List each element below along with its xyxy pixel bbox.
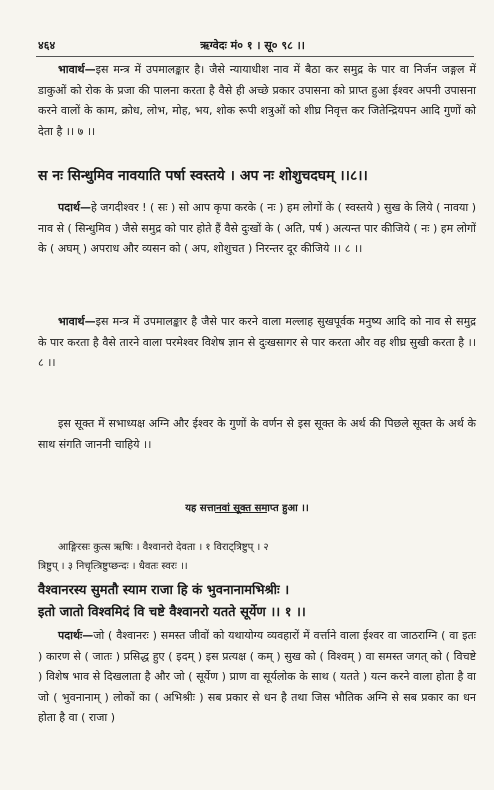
page-header: [38, 36, 474, 54]
padartha-lead: पदार्थ—: [58, 201, 91, 214]
padartha-text: हे जगदीश्वर ! ( सः ) सो आप कृपा करके ( नः ) हम लोगों के ( स्वस्तये ) सुख के लिये ( नावया ) नाव से ( सिन्धुमिव ) जैसे समुद्र को पार होते हैं वैसे दुःखों के ( अति, पर्ष ) अत्यन्त पार कीजिये ( नः ) हम लोगों के ( अघम् ) अपराध और व्यसन को ( अप, शोशुचत ) निरन्तर दूर कीजिये ।। ८ ।।: [38, 201, 477, 255]
meta-line-1: आङ्गिरसः कुत्स ऋषिः । वैश्वानरो देवता । १ विराट्त्रिष्टुप् । २: [58, 542, 269, 553]
bhavartha-lead: भावार्थ—: [58, 63, 96, 76]
meta-line-2: त्रिष्टुप् । ३ निचृत्त्रिष्टुप्छन्दः । धैवतः स्वरः ।।: [38, 561, 188, 572]
summary-text: इस सूक्त में सभाध्यक्ष अग्नि और ईश्वर के गुणों के वर्णन से इस सूक्त के अर्थ की पिछले सूक्त के अर्थ के साथ संगति जाननी चाहिये ।।: [38, 417, 476, 451]
padartha-8: [38, 198, 476, 260]
rishi-devata-meta: [38, 538, 476, 576]
page-number: ४६४: [38, 38, 56, 52]
bhavartha-text: इस मन्त्र में उपमालङ्कार है जैसे पार करने वाला मल्लाह सुखपूर्वक मनुष्य आदि को नाव से समुद्र के पार करता है वैसे तारने वाला परमेश्वर विशेष ज्ञान से दुःखसागर से पार करता और वह शीघ्र सुखी करता है ।। ८ ।।: [38, 315, 476, 369]
mantra-8: [38, 164, 476, 188]
sukta-completion: यह सत्तानवां सूक्त समाप्त हुआ ।।: [185, 503, 309, 514]
padartha-text: जो ( वैश्वानरः ) समस्त जीवों को यथायोग्य व्यवहारों में वर्त्ताने वाला ईश्वर वा जाठराग्नि ( वा इतः ) कारण से ( जातः ) प्रसिद्ध हुए ( इदम् ) इस प्रत्यक्ष ( कम् ) सुख को ( विश्वम् ) वा समस्त जगत् को ( विचष्टे ) विशेष भाव से दिखलाता है और जो ( सूर्येण ) प्राण वा सूर्यलोक के साथ ( यतते ) यत्न करने वाला होता है वा जो ( भुवनानाम् ) लोकों का ( अभिश्रीः ) सब प्रकार से धन है तथा जिस भौतिक अग्नि से सब प्रकार का धन होता है वा ( राजा ): [38, 629, 476, 724]
bhavartha-lead: भावार्थ—: [58, 315, 96, 328]
bhavartha-text: इस मन्त्र में उपमालङ्कार है। जैसे न्यायाधीश नाव में बैठा कर समुद्र के पार वा निर्जन जङ्गल में डाकुओं को रोक के प्रजा की पालना करता है वैसे ही अच्छे प्रकार उपासना को प्राप्त हुआ ईश्वर अपनी उपासना करने वालों के काम, क्रोध, लोभ, मोह, भय, शोक रूपी शत्रुओं को शीघ्र निवृत्त कर जितेन्द्रियपन आदि गुणों को देता है ।। ७ ।।: [38, 63, 476, 138]
mantra-text: स नः सिन्धुमिव नावयाति पर्षा स्वस्तये । अप नः शोशुचदघम् ।।८।।: [38, 168, 368, 184]
bhavartha-8: [38, 312, 476, 374]
padartha-lead: पदार्थः—: [58, 629, 94, 642]
section-divider: [215, 512, 267, 513]
mantra-line-1: वैश्वानरस्य सुमतौ स्याम राजा हि कं भुवनानामभिश्रीः ।: [38, 583, 290, 598]
running-title: ऋग्वेदः मं० १ । सू० ९८ ।।: [200, 38, 305, 52]
header-rule: [36, 56, 474, 57]
padartha-1: [38, 626, 476, 729]
mantra-line-2: इतो जातो विश्वमिदं वि चष्टे वैश्वानरो यतते सूर्येण ।। १ ।।: [38, 605, 306, 620]
bhavartha-7: [38, 60, 476, 142]
mantra-1: [38, 580, 476, 624]
sukta-summary: [38, 414, 476, 455]
